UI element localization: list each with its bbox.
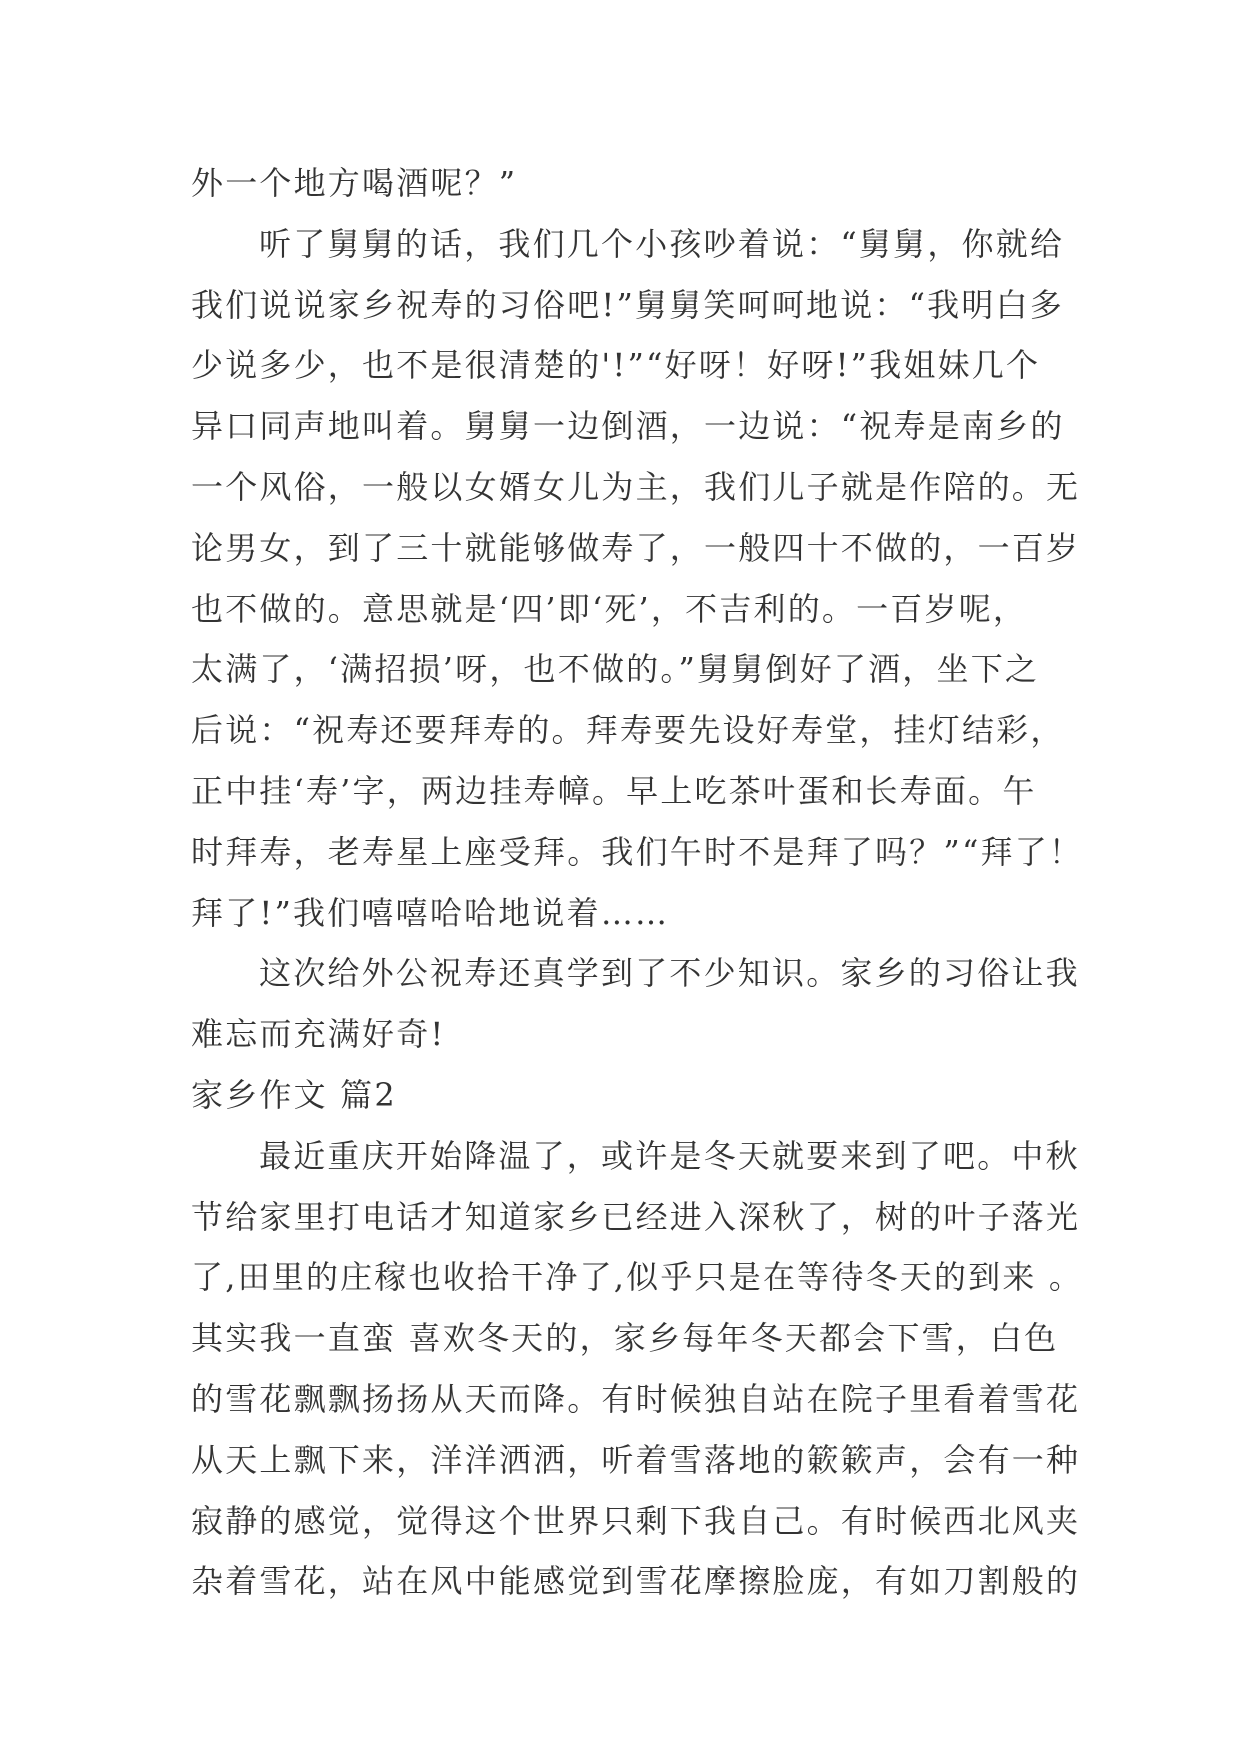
text-line: 听了舅舅的话，我们几个小孩吵着说：“舅舅，你就给 bbox=[259, 224, 1065, 263]
document-body bbox=[191, 153, 1084, 1612]
text-line: 这次给外公祝寿还真学到了不少知识。家乡的习俗让我 bbox=[259, 954, 1080, 993]
text-line: 最近重庆开始降温了，或许是冬天就要来到了吧。中秋 bbox=[259, 1136, 1080, 1175]
text-line: 也不做的。意思就是‘四’即‘死’，不吉利的。一百岁呢， bbox=[191, 589, 1028, 628]
text-line: 少说多少，也不是很清楚的'!”“好呀！好呀!”我姐妹几个 bbox=[191, 346, 1041, 385]
text-line: 杂着雪花，站在风中能感觉到雪花摩擦脸庞，有如刀割般的 bbox=[191, 1562, 1081, 1601]
text-line: 了,田里的庄稼也收拾干净了,似乎只是在等待冬天的到来 。 bbox=[191, 1258, 1084, 1297]
text-line: 太满了，‘满招损’呀，也不做的。”舅舅倒好了酒，坐下之 bbox=[191, 650, 1040, 689]
text-line: 外一个地方喝酒呢？” bbox=[191, 164, 518, 202]
text-line: 异口同声地叫着。舅舅一边倒酒，一边说：“祝寿是南乡的 bbox=[191, 407, 1065, 446]
text-line: 节给家里打电话才知道家乡已经进入深秋了，树的叶子落光 bbox=[191, 1197, 1081, 1236]
text-line: 难忘而充满好奇! bbox=[191, 1015, 446, 1054]
text-line: 一个风俗，一般以女婿女儿为主，我们儿子就是作陪的。无 bbox=[191, 467, 1081, 506]
text-line: 论男女，到了三十就能够做寿了，一般四十不做的，一百岁 bbox=[191, 528, 1081, 567]
text-line: 我们说说家乡祝寿的习俗吧!”舅舅笑呵呵地说：“我明白多 bbox=[191, 285, 1064, 324]
text-line: 寂静的感觉，觉得这个世界只剩下我自己。有时候西北风夹 bbox=[191, 1501, 1081, 1540]
text-line: 的雪花飘飘扬扬从天而降。有时候独自站在院子里看着雪花 bbox=[191, 1379, 1081, 1418]
text-line: 家乡作文 篇2 bbox=[191, 1075, 397, 1114]
text-line: 其实我一直蛮 喜欢冬天的，家乡每年冬天都会下雪，白色 bbox=[191, 1319, 1059, 1358]
text-line: 后说：“祝寿还要拜寿的。拜寿要先设好寿堂，挂灯结彩， bbox=[191, 711, 1065, 750]
text-line: 时拜寿，老寿星上座受拜。我们午时不是拜了吗？”“拜了！ bbox=[191, 832, 1084, 871]
text-line: 从天上飘下来，洋洋洒洒，听着雪落地的簌簌声，会有一种 bbox=[191, 1440, 1081, 1479]
text-line: 拜了!”我们嘻嘻哈哈地说着…… bbox=[191, 893, 670, 932]
text-line: 正中挂‘寿’字，两边挂寿幛。早上吃茶叶蛋和长寿面。午 bbox=[191, 771, 1037, 810]
